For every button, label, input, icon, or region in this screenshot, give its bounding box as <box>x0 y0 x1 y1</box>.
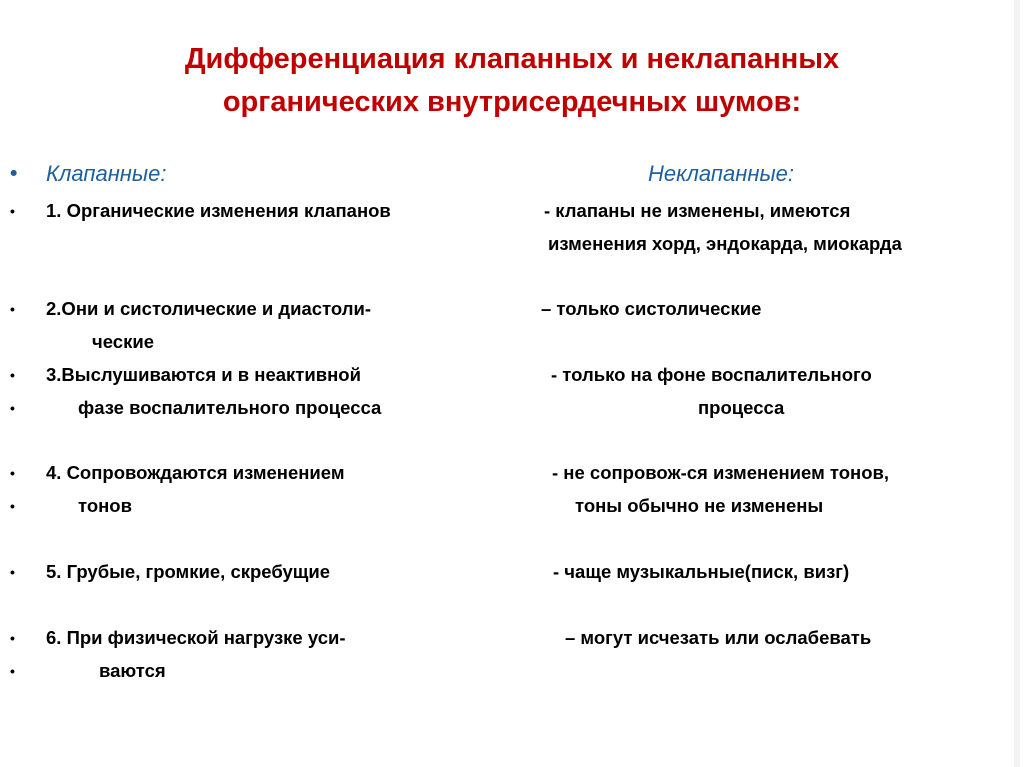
valvular-item: ваются <box>99 660 166 681</box>
bullet: • <box>10 162 18 185</box>
bullet: • <box>10 203 15 219</box>
nonvalvular-item: - не сопровож-ся изменением тонов, <box>552 462 890 483</box>
bullet: • <box>10 630 15 646</box>
nonvalvular-item: – могут исчезать или ослабевать <box>565 627 872 648</box>
valvular-item: тонов <box>78 495 132 516</box>
valvular-item: 1. Органические изменения клапанов <box>46 200 391 221</box>
bullet: • <box>10 564 15 580</box>
valvular-item: 5. Грубые, громкие, скребущие <box>46 561 331 582</box>
bullet: • <box>10 367 15 383</box>
nonvalvular-item: – только систолические <box>541 298 762 319</box>
bullet: • <box>10 400 15 416</box>
slide-edge <box>1014 0 1020 767</box>
nonvalvular-item: изменения хорд, эндокарда, миокарда <box>548 233 902 254</box>
valvular-item: фазе воспалительного процесса <box>78 397 382 418</box>
bullet: • <box>10 301 15 317</box>
nonvalvular-item: - чаще музыкальные(писк, визг) <box>553 561 850 582</box>
bullet: • <box>10 465 15 481</box>
valvular-item: 4. Сопровождаются изменением <box>46 462 345 483</box>
bullet: • <box>10 498 15 514</box>
slide-title <box>60 38 964 124</box>
title-line-2: органических внутрисердечных шумов: <box>222 86 802 118</box>
valvular-item: 2.Они и систолические и диастоли- <box>46 298 372 319</box>
nonvalvular-item: - только на фоне воспалительного <box>551 364 872 385</box>
heading-nonvalvular: Неклапанные: <box>648 161 794 186</box>
valvular-item: 3.Выслушиваются и в неактивной <box>46 364 361 385</box>
valvular-item: 6. При физической нагрузке уси- <box>46 627 346 648</box>
nonvalvular-item: - клапаны не изменены, имеются <box>544 200 851 221</box>
heading-valvular: Клапанные: <box>46 161 167 186</box>
title-line-1: Дифференциация клапанных и неклапанных <box>184 43 840 75</box>
valvular-item: ческие <box>92 331 154 352</box>
nonvalvular-item: тоны обычно не изменены <box>575 495 824 516</box>
bullet: • <box>10 663 15 679</box>
nonvalvular-item: процесса <box>698 397 785 418</box>
